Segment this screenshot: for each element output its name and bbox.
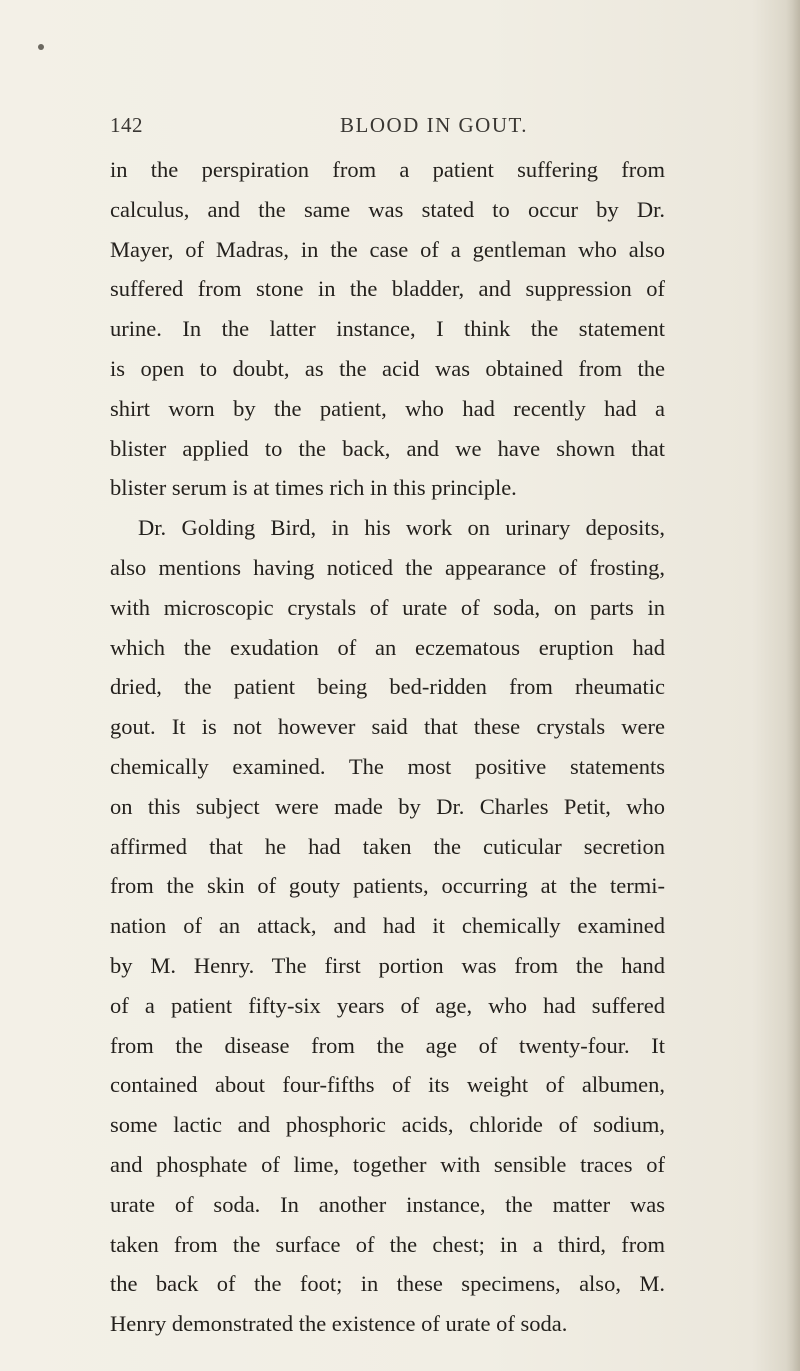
text-line: is open to doubt, as the acid was obtained from the	[110, 355, 665, 381]
text-line: blister serum is at times rich in this principle.	[110, 475, 517, 501]
text-line: gout. It is not however said that these crystals were	[110, 714, 665, 740]
page-number: 142	[110, 113, 143, 137]
text-line: on this subject were made by Dr. Charles Petit, who	[110, 793, 665, 819]
text-line: by M. Henry. The first portion was from the hand	[110, 952, 665, 978]
text-line: with microscopic crystals of urate of soda, on parts in	[110, 594, 665, 620]
text-line: in the perspiration from a patient suffering from	[110, 157, 665, 182]
body-text	[110, 150, 665, 1344]
text-line: urine. In the latter instance, I think the statement	[110, 316, 665, 342]
text-line: which the exudation of an eczematous eruption had	[110, 634, 665, 660]
text-line: chemically examined. The most positive statements	[110, 753, 665, 779]
ink-dot	[38, 44, 44, 50]
text-line: nation of an attack, and had it chemically examined	[110, 913, 665, 939]
text-line: from the skin of gouty patients, occurring at the termi-	[110, 873, 665, 899]
text-line: also mentions having noticed the appearance of frosting,	[110, 554, 665, 580]
running-head: BLOOD IN GOUT.	[340, 113, 529, 137]
text-line: Dr. Golding Bird, in his work on urinary deposits,	[138, 515, 665, 541]
text-line: suffered from stone in the bladder, and suppression of	[110, 276, 665, 302]
text-line: Henry demonstrated the existence of urate of soda.	[110, 1311, 568, 1337]
text-line: the back of the foot; in these specimens, also, M.	[110, 1271, 665, 1297]
text-line: calculus, and the same was stated to occur by Dr.	[110, 196, 665, 222]
text-line: shirt worn by the patient, who had recently had a	[110, 395, 665, 421]
text-line: of a patient fifty-six years of age, who had suffered	[110, 992, 665, 1018]
text-line: and phosphate of lime, together with sensible traces of	[110, 1151, 665, 1177]
page-header	[110, 113, 670, 139]
text-line: affirmed that he had taken the cuticular secretion	[110, 833, 665, 859]
page-edge-shadow	[786, 0, 800, 1371]
text-line: urate of soda. In another instance, the matter was	[110, 1191, 665, 1217]
text-line: taken from the surface of the chest; in a third, from	[110, 1231, 665, 1257]
text-line: dried, the patient being bed-ridden from rheumatic	[110, 674, 665, 700]
text-line: from the disease from the age of twenty-four. It	[110, 1032, 665, 1058]
text-line: contained about four-fifths of its weight of albumen,	[110, 1072, 665, 1098]
text-line: some lactic and phosphoric acids, chloride of sodium,	[110, 1112, 665, 1138]
text-line: blister applied to the back, and we have shown that	[110, 435, 665, 461]
text-line: Mayer, of Madras, in the case of a gentleman who also	[110, 236, 665, 262]
